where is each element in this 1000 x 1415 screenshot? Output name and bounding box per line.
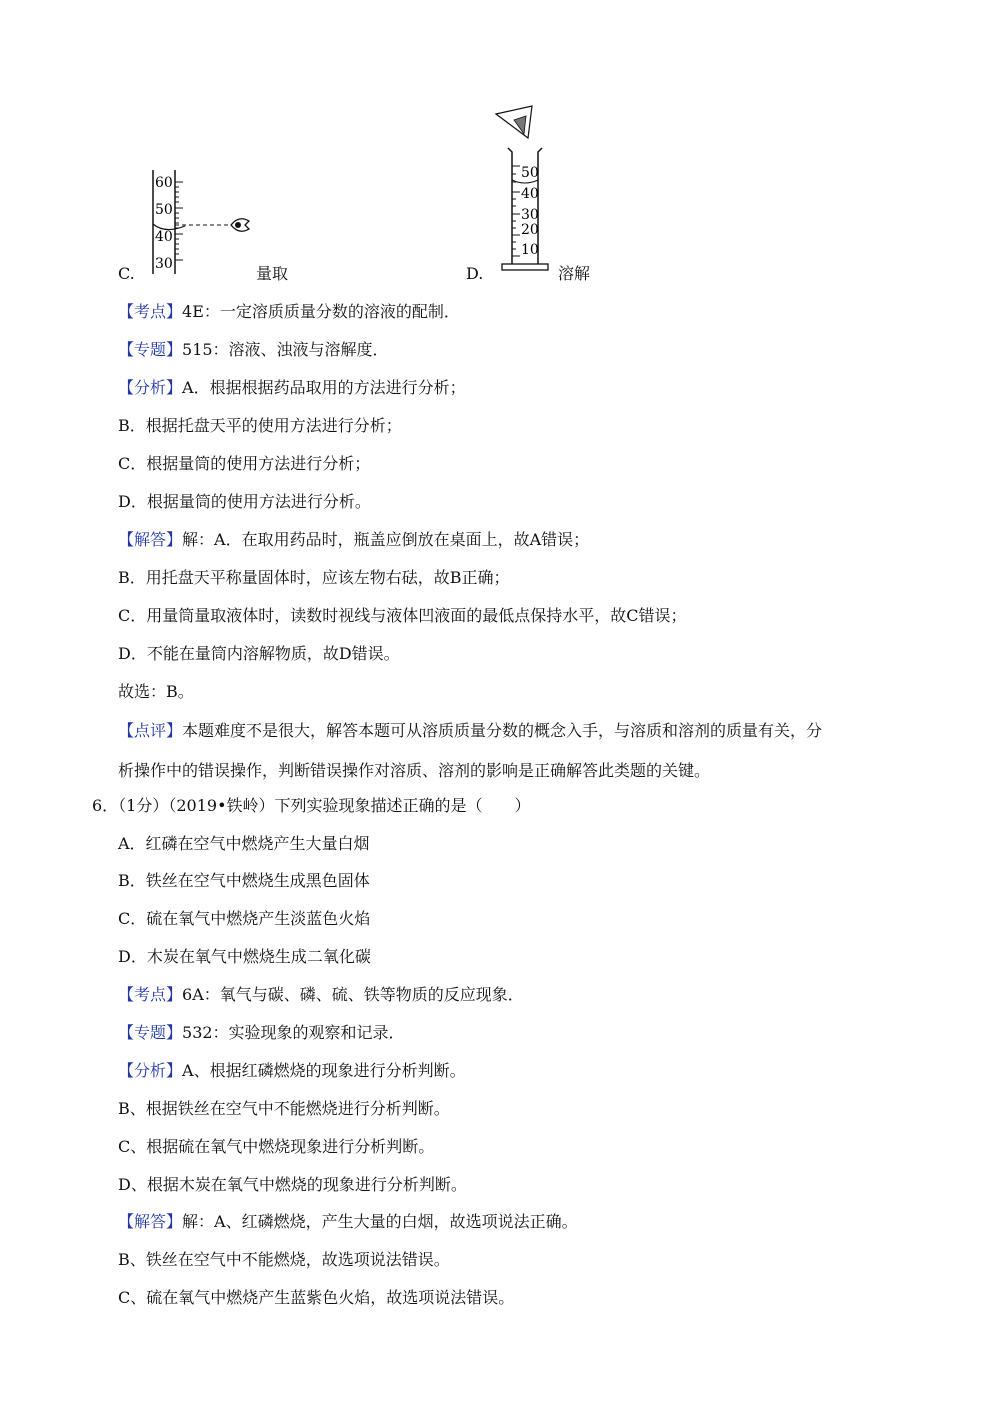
q6-fenxi-line: D、根据木炭在氧气中燃烧的现象进行分析判断。 [118,1175,467,1194]
zhuanti-tag: 【专题】 [118,1023,183,1042]
c-scale-60: 60 [155,175,173,191]
q5-jieda: 【解答】解：A．在取用药品时，瓶盖应倒放在桌面上，故A错误； [118,530,590,549]
q5-fenxi-line: B．根据托盘天平的使用方法进行分析； [118,416,402,435]
fenxi-tag: 【分析】 [118,378,183,397]
q5-zhuanti: 【专题】515：溶液、浊液与溶解度． [118,340,389,359]
q5-jieda-line: D．不能在量筒内溶解物质，故D错误。 [118,644,400,663]
q5-jieda-line: C．用量筒量取液体时，读数时视线与液体凹液面的最低点保持水平，故C错误； [118,606,687,625]
q6-fenxi-line: B、根据铁丝在空气中不能燃烧进行分析判断。 [118,1099,450,1118]
q6-zhuanti: 【专题】532：实验现象的观察和记录． [118,1023,405,1042]
cylinder-dissolving-figure [490,104,558,276]
kaodian-tag: 【考点】 [118,302,183,321]
option-d-letter: D. [466,264,484,283]
zhuanti-tag: 【专题】 [118,340,183,359]
q5-fenxi-line: D．根据量筒的使用方法进行分析。 [118,492,371,511]
q6-jieda: 【解答】解：A、红磷燃烧，产生大量的白烟，故选项说法正确。 [118,1212,578,1231]
kaodian-tag: 【考点】 [118,985,183,1004]
graduated-cylinder-reading-figure [145,168,260,276]
q5-fenxi: 【分析】A．根据根据药品取用的方法进行分析； [118,378,466,397]
q6-jieda-line: C、硫在氧气中燃烧产生蓝紫色火焰，故选项说法错误。 [118,1288,515,1307]
fenxi-tag: 【分析】 [118,1061,183,1080]
c-scale-30: 30 [155,256,173,272]
d-scale-40: 40 [521,186,539,202]
jieda-tag: 【解答】 [118,1212,183,1231]
c-scale-40: 40 [155,229,173,245]
d-scale-50: 50 [521,165,539,181]
eye-icon [231,219,249,232]
c-scale-50: 50 [155,202,173,218]
q6-option-a: A．红磷在空气中燃烧产生大量白烟 [118,834,370,853]
q5-fenxi-line: C．根据量筒的使用方法进行分析； [118,454,371,473]
d-scale-30: 30 [521,207,539,223]
option-c-letter: C. [118,264,135,283]
q6-option-b: B．铁丝在空气中燃烧生成黑色固体 [118,871,370,890]
q6-option-c: C．硫在氧气中燃烧产生淡蓝色火焰 [118,909,371,928]
q6-kaodian: 【考点】6A：氧气与碳、磷、硫、铁等物质的反应现象． [118,985,524,1004]
d-scale-10: 10 [521,242,539,258]
dianping-tag: 【点评】 [118,721,183,740]
q5-jieda-line: B．用托盘天平称量固体时，应该左物右砝，故B正确； [118,568,510,587]
q6-option-d: D．木炭在氧气中燃烧生成二氧化碳 [118,947,371,966]
q6-fenxi-line: C、根据硫在氧气中燃烧现象进行分析判断。 [118,1137,435,1156]
option-d-caption: 溶解 [558,264,591,283]
q5-dianping-line: 析操作中的错误操作，判断错误操作对溶质、溶剂的影响是正确解答此类题的关键。 [118,761,711,780]
d-scale-20: 20 [521,222,539,238]
jieda-tag: 【解答】 [118,530,183,549]
q5-answer: 故选：B。 [118,682,194,701]
q6-stem: 6．（1分）（2019•铁岭）下列实验现象描述正确的是（ ） [92,796,531,815]
q5-kaodian: 【考点】4E：一定溶质质量分数的溶液的配制． [118,302,460,321]
q6-fenxi: 【分析】A、根据红磷燃烧的现象进行分析判断。 [118,1061,466,1080]
q6-jieda-line: B、铁丝在空气中不能燃烧，故选项说法错误。 [118,1250,450,1269]
q5-dianping: 【点评】本题难度不是很大，解答本题可从溶质质量分数的概念入手，与溶质和溶剂的质量有关，分 [118,721,823,740]
option-c-caption: 量取 [256,264,289,283]
